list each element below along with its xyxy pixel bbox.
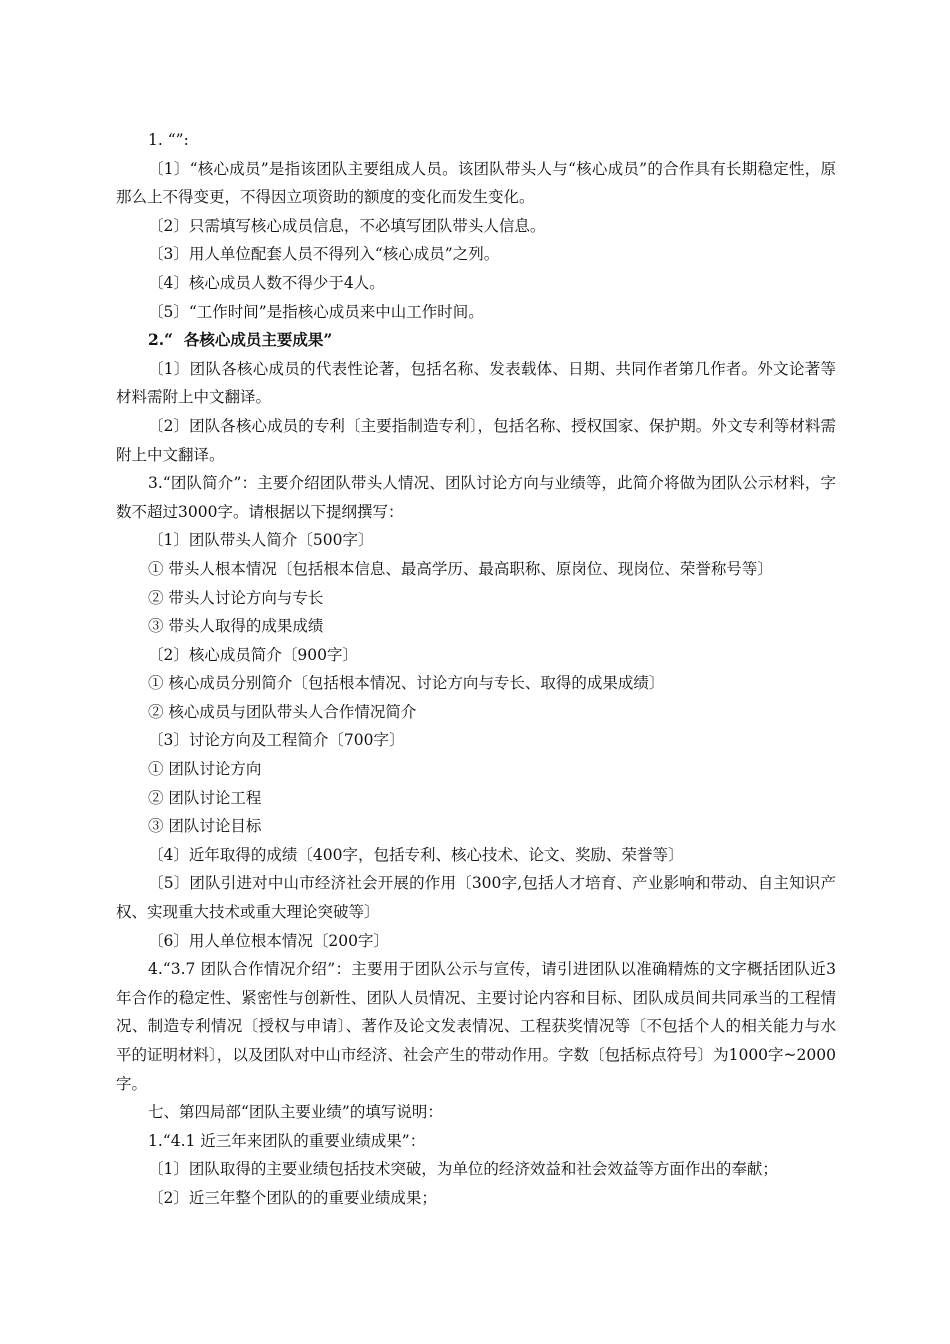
paragraph-17: ② 核心成员与团队带头人合作情况简介 xyxy=(148,702,417,721)
section-heading-part-four: 七、第四局部“团队主要业绩”的填写说明： xyxy=(148,1103,443,1122)
paragraph-15: 〔2〕核心成员简介〔900字〕 xyxy=(148,645,358,664)
paragraph-25: 4.“3.7 团队合作情况介绍”：主要用于团队公示与宣传，请引进团队以准确精炼的文字概括团队近3年合作的稳定性、紧密性与创新性、团队人员情况、主要讨论内容和目标、团队成员间共同承当的工程情况、制造专利情况〔授权与申请〕、著作及论文发表情况、工程获奖情况等〔不包括个人的相关能力与水平的证明材料〕，以及团队对中山市经济、社会产生的带动作用。字数〔包括标点符号〕为1000字~2000字。 xyxy=(116,960,836,1093)
paragraph-14: ③ 带头人取得的成果成绩 xyxy=(148,617,324,636)
paragraph-27: 1.“4.1 近三年来团队的重要业绩成果”： xyxy=(148,1131,426,1150)
paragraph-12: ① 带头人根本情况〔包括根本信息、最高学历、最高职称、原岗位、现岗位、荣誉称号等〕 xyxy=(148,559,773,578)
paragraph-6: 〔5〕“工作时间”是指核心成员来中山工作时间。 xyxy=(148,302,484,321)
paragraph-10: 3.“团队简介”：主要介绍团队带头人情况、团队讨论方向与业绩等，此简介将做为团队公示材料，字数不超过3000字。请根据以下提纲撰写： xyxy=(116,474,836,521)
paragraph-29: 〔2〕近三年整个团队的的重要业绩成果； xyxy=(148,1188,437,1207)
paragraph-24: 〔6〕用人单位根本情况〔200字〕 xyxy=(148,931,389,950)
paragraph-21: ③ 团队讨论目标 xyxy=(148,817,262,836)
paragraph-9: 〔2〕团队各核心成员的专利〔主要指制造专利〕，包括名称、授权国家、保护期。外文专利等材料需附上中文翻译。 xyxy=(116,416,836,464)
paragraph-2: 〔1〕“核心成员”是指该团队主要组成人员。该团队带头人与“核心成员”的合作具有长期稳定性，原那么上不得变更，不得因立项资助的额度的变化而发生变化。 xyxy=(116,159,836,207)
paragraph-19: ① 团队讨论方向 xyxy=(148,760,262,779)
paragraph-5: 〔4〕核心成员人数不得少于4人。 xyxy=(148,273,385,292)
paragraph-20: ② 团队讨论工程 xyxy=(148,788,262,807)
section-heading-core-members-results: 2.“ 各核心成员主要成果” xyxy=(148,330,333,350)
paragraph-16: ① 核心成员分别简介〔包括根本情况、讨论方向与专长、取得的成果成绩〕 xyxy=(148,674,665,693)
paragraph-11: 〔1〕团队带头人简介〔500字〕 xyxy=(148,531,374,550)
paragraph-28: 〔1〕团队取得的主要业绩包括技术突破，为单位的经济效益和社会效益等方面作出的奉献； xyxy=(148,1160,778,1179)
paragraph-8: 〔1〕团队各核心成员的代表性论著，包括名称、发表载体、日期、共同作者第几作者。外文论著等材料需附上中文翻译。 xyxy=(116,359,836,407)
paragraph-18: 〔3〕讨论方向及工程简介〔700字〕 xyxy=(148,731,405,750)
paragraph-3: 〔2〕只需填写核心成员信息，不必填写团队带头人信息。 xyxy=(148,216,546,235)
paragraph-13: ② 带头人讨论方向与专长 xyxy=(148,588,324,607)
paragraph-22: 〔4〕近年取得的成绩〔400字，包括专利、核心技术、论文、奖励、荣誉等〕 xyxy=(148,845,684,864)
paragraph-4: 〔3〕用人单位配套人员不得列入“核心成员”之列。 xyxy=(148,245,500,264)
document-body xyxy=(116,126,836,1213)
paragraph-23: 〔5〕团队引进对中山市经济社会开展的作用〔300字,包括人才培育、产业影响和带动、自主知识产权、实现重大技术或重大理论突破等〕 xyxy=(116,874,836,922)
paragraph-1: 1. “”: xyxy=(148,131,189,149)
